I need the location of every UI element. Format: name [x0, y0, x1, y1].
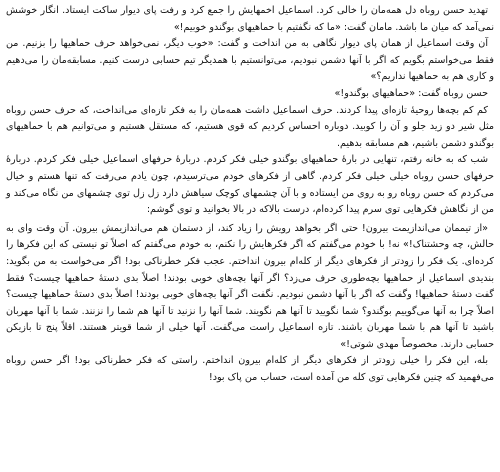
paragraph-7: بله، این فکر را خیلی زودتر از فکرهای دیگر از کله‌ام بیرون انداختم. راستی که فکر خطرناکی بود! اگر حسن روباه می‌فهمید که چنین فکرهایی توی کله من آمده است، حساب من پاک بود!: [6, 355, 494, 384]
paragraph-5: شب که به خانه رفتم، تنهایی در بارهٔ حماهیهای بوگندو خیلی فکر کردم. دربارهٔ حرفهای اسماعیل خیلی فکر کردم. دربارهٔ حرفهای حسن روباه خیلی خیلی فکر کردم. گاهی از فکرهای خودم می‌ترسیدم، چون یادم می‌رفت که تنها هستم و خیال می‌کردم که حسن روباه رو به روی من ایستاده و با آن چشمهای کوچک سیاهش دارد زل زل توی چشمهای من نگاه می‌کند و من از نگاهش فکرهایی توی سرم پیدا کرده‌ام، درست بالاکه در بالا بخوانید و توی گوشم:: [6, 154, 494, 216]
paragraph-3: حسن روباه گفت: «حماهیهای بوگندو!»: [334, 87, 488, 99]
paragraph-4: کم کم بچه‌ها روحیهٔ تازه‌ای پیدا کردند. حرف اسماعیل داشت همه‌مان را به فکر تازه‌ای می‌انداخت، که حرف حسن روباه مثل شیر دو زید جلو و آن را کوبید. دوباره احساس کردیم که قوی هستیم، که مستقل هستیم و می‌توانیم هم با حماهیهای بوگندو دشمن باشیم، هم مسابقه بدهیم.: [6, 104, 494, 149]
paragraph-1: تهدید حسن روباه دل همه‌مان را خالی کرد. اسماعیل اخمهایش را جمع کرد و رفت پای دیوار ساکت ایستاد. انگار خوشش نمی‌آمد که میان ما باشد. مامان گفت: «ما که نگفتیم با حماهیهای بوگندو خوبیم!»: [6, 5, 494, 33]
paragraph-2: آن وقت اسماعیل از همان پای دیوار نگاهی به من انداخت و گفت: «خوب دیگر، نمی‌خواهد حرف حماهیها را بزنیم. من فقط می‌خواستم بگویم که اگر با آنها دشمن نبودیم، می‌توانستیم با همدیگر تیم حسابی درست کنیم. مسابقه‌مان را می‌دهیم و کاری هم به حماهیها نداریم؟»: [6, 38, 494, 83]
paragraph-6: «از تیممان می‌اندازیمت بیرون! حتی اگر بخواهد رویش را زیاد کند، از دستمان هم می‌اندازیمش بیرون. آن وقت وای به حالش، چه وحشتناک!» نه! با خودم می‌گفتم که اگر فکرهایش را نکنم، به خودم می‌گفتم که اصلاً تو نیستی که این فکرها را کرده‌ای. یک فکر را زودتر از فکرهای دیگر از کله‌ام بیرون انداختم. عجب فکر خطرناکی بود! اگر می‌خواست به من بگوید: بندیدی اسماعیل از حماهیها بچه‌طوری حرف می‌زد؟ اگر آنها بچه‌های خوبی بودند! اصلاً بدی دستهٔ حماهیها چیست؟ فقط گفت دستهٔ حماهیها! وگفت که اگر با آنها دشمن نبودیم. نگفت اگر آنها بچه‌های خوبی بودند! اصلاً بدی دستهٔ حماهیها چیست؟ اصلاً چرا به آنها می‌گوییم بوگندو؟ شما نگویید تا آنها هم نگویند. شما آنها را نزنید تا آنها هم شما را نزنند. شما با آنها مهربان باشید تا آنها هم با شما مهربان باشند. تازه اسماعیل راست می‌گفت. آنها خیلی از شما قویتر هستند. اقلاً پنج تا بازیکن حسابی دارند. مخصوصاً مهدی شوتی!»: [6, 222, 494, 350]
